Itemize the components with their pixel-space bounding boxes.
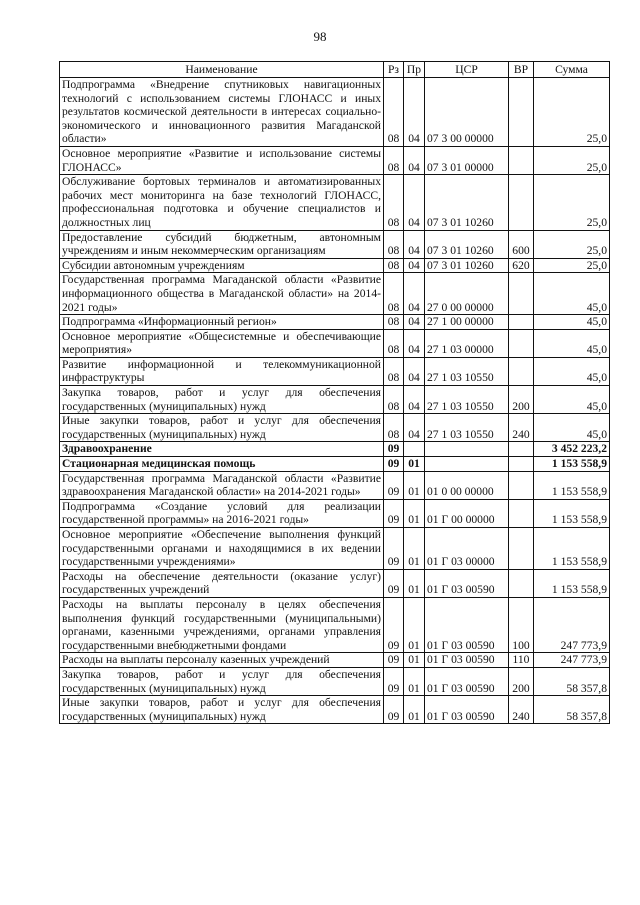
cell-pr: 01 <box>404 667 425 695</box>
cell-rz: 09 <box>384 528 404 570</box>
cell-name: Стационарная медицинская помощь <box>60 457 384 472</box>
cell-rz: 09 <box>384 653 404 668</box>
cell-name: Подпрограмма «Внедрение спутниковых навигационных технологий с использованием системы ГЛОНАСС и иных результатов космической деятельности в интересах социально-экономического и инновационного развития Магаданской области» <box>60 78 384 147</box>
cell-csr: 01 Г 03 00000 <box>425 528 509 570</box>
cell-csr: 27 1 03 10550 <box>425 357 509 385</box>
cell-sum: 1 153 558,9 <box>534 569 610 597</box>
column-header-rz: Рз <box>384 62 404 78</box>
table-row <box>60 597 610 652</box>
cell-rz: 08 <box>384 273 404 315</box>
cell-vr: 600 <box>509 230 534 258</box>
cell-vr <box>509 78 534 147</box>
cell-vr: 240 <box>509 414 534 442</box>
cell-sum: 45,0 <box>534 315 610 330</box>
cell-vr <box>509 146 534 174</box>
cell-vr <box>509 357 534 385</box>
cell-vr: 620 <box>509 258 534 273</box>
table-row <box>60 414 610 442</box>
cell-sum: 1 153 558,9 <box>534 471 610 499</box>
cell-csr <box>425 442 509 457</box>
cell-pr: 04 <box>404 258 425 273</box>
table-row <box>60 146 610 174</box>
column-header-vr: ВР <box>509 62 534 78</box>
table-row <box>60 329 610 357</box>
table-row <box>60 667 610 695</box>
cell-vr <box>509 175 534 230</box>
cell-vr <box>509 273 534 315</box>
cell-rz: 08 <box>384 414 404 442</box>
cell-csr: 07 3 00 00000 <box>425 78 509 147</box>
cell-sum: 58 357,8 <box>534 667 610 695</box>
table-row <box>60 315 610 330</box>
cell-csr: 07 3 01 10260 <box>425 175 509 230</box>
cell-sum: 1 153 558,9 <box>534 528 610 570</box>
table-row <box>60 258 610 273</box>
budget-table <box>59 61 610 724</box>
cell-name: Иные закупки товаров, работ и услуг для обеспечения государственных (муниципальных) нужд <box>60 414 384 442</box>
table-row <box>60 442 610 457</box>
cell-csr: 01 Г 03 00590 <box>425 597 509 652</box>
table-header-row <box>60 62 610 78</box>
cell-pr: 01 <box>404 696 425 724</box>
cell-rz: 08 <box>384 230 404 258</box>
cell-csr <box>425 457 509 472</box>
cell-vr <box>509 442 534 457</box>
cell-vr <box>509 569 534 597</box>
cell-vr: 200 <box>509 386 534 414</box>
cell-pr: 04 <box>404 386 425 414</box>
cell-sum: 1 153 558,9 <box>534 457 610 472</box>
cell-sum: 45,0 <box>534 357 610 385</box>
cell-sum: 1 153 558,9 <box>534 499 610 527</box>
cell-csr: 01 0 00 00000 <box>425 471 509 499</box>
cell-vr <box>509 315 534 330</box>
cell-rz: 08 <box>384 315 404 330</box>
table-row <box>60 357 610 385</box>
cell-name: Расходы на выплаты персоналу в целях обеспечения выполнения функций государственными (муниципальными) органами, казенными учреждениями, органами управления государственными внебюджетными фондами <box>60 597 384 652</box>
cell-name: Подпрограмма «Создание условий для реализации государственной программы» на 2016-2021 годы» <box>60 499 384 527</box>
cell-rz: 09 <box>384 597 404 652</box>
cell-name: Основное мероприятие «Обеспечение выполнения функций государственными органами и находящимися в их ведении государственными учреждениями» <box>60 528 384 570</box>
cell-pr: 01 <box>404 457 425 472</box>
cell-name: Здравоохранение <box>60 442 384 457</box>
column-header-pr: Пр <box>404 62 425 78</box>
cell-name: Расходы на обеспечение деятельности (оказание услуг) государственных учреждений <box>60 569 384 597</box>
cell-name: Закупка товаров, работ и услуг для обеспечения государственных (муниципальных) нужд <box>60 386 384 414</box>
cell-sum: 247 773,9 <box>534 653 610 668</box>
cell-csr: 01 Г 03 00590 <box>425 667 509 695</box>
cell-rz: 09 <box>384 499 404 527</box>
cell-name: Основное мероприятие «Общесистемные и обеспечивающие мероприятия» <box>60 329 384 357</box>
page-number: 98 <box>313 29 327 44</box>
cell-csr: 07 3 01 00000 <box>425 146 509 174</box>
cell-pr: 04 <box>404 357 425 385</box>
cell-name: Закупка товаров, работ и услуг для обеспечения государственных (муниципальных) нужд <box>60 667 384 695</box>
table-row <box>60 230 610 258</box>
cell-rz: 08 <box>384 357 404 385</box>
cell-rz: 09 <box>384 457 404 472</box>
cell-name: Государственная программа Магаданской области «Развитие здравоохранения Магаданской области» на 2014-2021 годы» <box>60 471 384 499</box>
cell-name: Развитие информационной и телекоммуникационной инфраструктуры <box>60 357 384 385</box>
cell-name: Обслуживание бортовых терминалов и автоматизированных рабочих мест мониторинга на базе технологий ГЛОНАСС, профессиональная подготовка и обучение специалистов и должностных лиц <box>60 175 384 230</box>
cell-csr: 01 Г 03 00590 <box>425 653 509 668</box>
table-row <box>60 653 610 668</box>
cell-sum: 45,0 <box>534 273 610 315</box>
cell-csr: 27 1 03 00000 <box>425 329 509 357</box>
cell-sum: 247 773,9 <box>534 597 610 652</box>
cell-pr: 04 <box>404 329 425 357</box>
table-row <box>60 386 610 414</box>
cell-pr: 01 <box>404 528 425 570</box>
cell-rz: 08 <box>384 386 404 414</box>
table-row <box>60 569 610 597</box>
column-header-csr: ЦСР <box>425 62 509 78</box>
cell-sum: 45,0 <box>534 329 610 357</box>
table-row <box>60 457 610 472</box>
cell-pr: 04 <box>404 273 425 315</box>
cell-sum: 45,0 <box>534 386 610 414</box>
cell-pr: 01 <box>404 569 425 597</box>
cell-csr: 01 Г 00 00000 <box>425 499 509 527</box>
cell-pr: 04 <box>404 230 425 258</box>
table-row <box>60 273 610 315</box>
column-header-sum: Сумма <box>534 62 610 78</box>
cell-rz: 08 <box>384 146 404 174</box>
cell-rz: 09 <box>384 667 404 695</box>
cell-sum: 25,0 <box>534 175 610 230</box>
cell-pr: 01 <box>404 471 425 499</box>
cell-vr: 100 <box>509 597 534 652</box>
cell-name: Иные закупки товаров, работ и услуг для обеспечения государственных (муниципальных) нужд <box>60 696 384 724</box>
cell-pr: 04 <box>404 146 425 174</box>
cell-sum: 25,0 <box>534 146 610 174</box>
cell-pr: 04 <box>404 414 425 442</box>
cell-rz: 08 <box>384 175 404 230</box>
cell-sum: 25,0 <box>534 258 610 273</box>
cell-rz: 09 <box>384 442 404 457</box>
cell-csr: 01 Г 03 00590 <box>425 569 509 597</box>
table-row <box>60 528 610 570</box>
cell-sum: 3 452 223,2 <box>534 442 610 457</box>
table-body <box>60 78 610 724</box>
cell-sum: 25,0 <box>534 78 610 147</box>
cell-rz: 08 <box>384 329 404 357</box>
cell-vr: 200 <box>509 667 534 695</box>
cell-pr: 01 <box>404 597 425 652</box>
table-row <box>60 175 610 230</box>
cell-csr: 27 1 03 10550 <box>425 386 509 414</box>
cell-pr: 04 <box>404 78 425 147</box>
cell-rz: 09 <box>384 569 404 597</box>
cell-csr: 27 1 00 00000 <box>425 315 509 330</box>
cell-rz: 09 <box>384 696 404 724</box>
cell-csr: 07 3 01 10260 <box>425 230 509 258</box>
cell-vr <box>509 329 534 357</box>
cell-vr <box>509 457 534 472</box>
cell-name: Субсидии автономным учреждениям <box>60 258 384 273</box>
cell-vr <box>509 471 534 499</box>
column-header-name: Наименование <box>60 62 384 78</box>
table-row <box>60 471 610 499</box>
cell-csr: 27 0 00 00000 <box>425 273 509 315</box>
cell-pr: 01 <box>404 653 425 668</box>
cell-name: Расходы на выплаты персоналу казенных учреждений <box>60 653 384 668</box>
cell-vr <box>509 528 534 570</box>
cell-vr: 110 <box>509 653 534 668</box>
table-row <box>60 78 610 147</box>
cell-vr <box>509 499 534 527</box>
cell-rz: 08 <box>384 258 404 273</box>
cell-name: Основное мероприятие «Развитие и использование системы ГЛОНАСС» <box>60 146 384 174</box>
cell-pr <box>404 442 425 457</box>
cell-name: Предоставление субсидий бюджетным, автономным учреждениям и иным некоммерческим организациям <box>60 230 384 258</box>
cell-csr: 01 Г 03 00590 <box>425 696 509 724</box>
table-row <box>60 696 610 724</box>
cell-rz: 09 <box>384 471 404 499</box>
cell-csr: 07 3 01 10260 <box>425 258 509 273</box>
cell-name: Подпрограмма «Информационный регион» <box>60 315 384 330</box>
cell-csr: 27 1 03 10550 <box>425 414 509 442</box>
cell-pr: 04 <box>404 175 425 230</box>
cell-pr: 04 <box>404 315 425 330</box>
cell-sum: 25,0 <box>534 230 610 258</box>
table-row <box>60 499 610 527</box>
cell-name: Государственная программа Магаданской области «Развитие информационного общества в Магаданской области» на 2014-2021 годы» <box>60 273 384 315</box>
cell-pr: 01 <box>404 499 425 527</box>
cell-sum: 45,0 <box>534 414 610 442</box>
cell-rz: 08 <box>384 78 404 147</box>
cell-vr: 240 <box>509 696 534 724</box>
cell-sum: 58 357,8 <box>534 696 610 724</box>
